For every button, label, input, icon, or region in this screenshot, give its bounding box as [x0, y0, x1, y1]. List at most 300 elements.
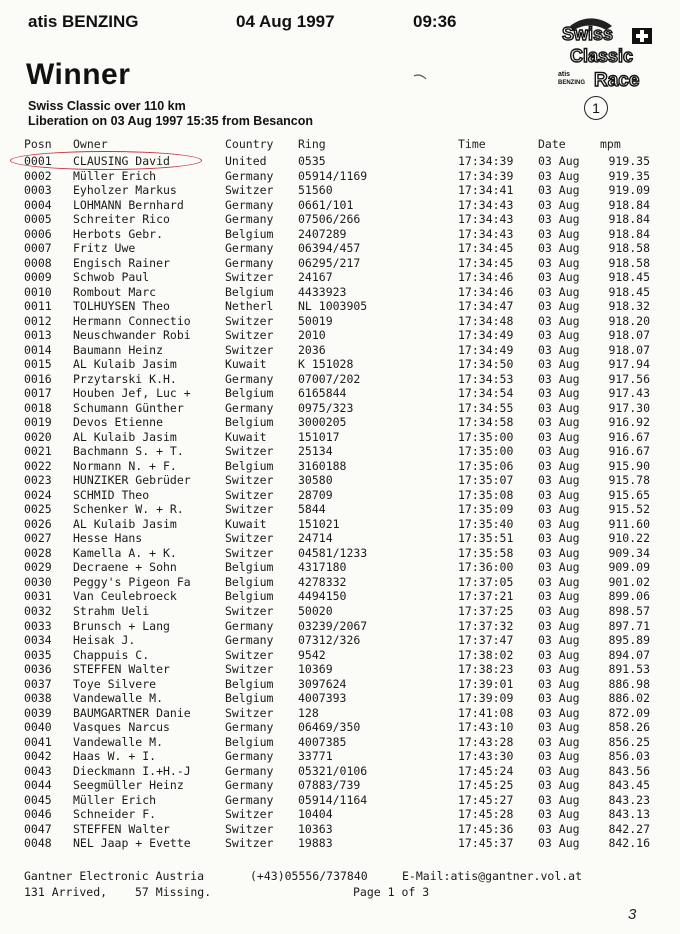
table-row — [0, 604, 680, 619]
cell-ring: 0535 — [298, 154, 326, 168]
cell-owner: Peggy's Pigeon Fa — [73, 574, 191, 589]
cell-country: Switzer — [225, 531, 274, 546]
cell-ring: 151021 — [298, 516, 340, 531]
table-row — [0, 415, 680, 430]
arrived-count: 131 Arrived, — [24, 885, 108, 899]
cell-mpm: 891.53 — [608, 662, 650, 677]
cell-ring: 30580 — [298, 473, 333, 488]
cell-posn: 0019 — [24, 415, 52, 430]
cell-time: 17:39:01 — [458, 676, 514, 691]
cell-mpm: 897.71 — [608, 618, 650, 633]
cell-date: 03 Aug — [538, 821, 580, 836]
cell-date: 03 Aug — [538, 154, 580, 168]
cell-date: 03 Aug — [538, 328, 580, 343]
table-row — [0, 372, 680, 387]
cell-country: Belgium — [225, 284, 274, 299]
cell-date: 03 Aug — [538, 212, 580, 227]
cell-country: Belgium — [225, 415, 274, 430]
cell-country: Switzer — [225, 328, 274, 343]
cell-time: 17:38:02 — [458, 647, 514, 662]
cell-time: 17:34:47 — [458, 299, 514, 314]
cell-country: Switzer — [225, 502, 274, 517]
cell-posn: 0045 — [24, 792, 52, 807]
cell-ring: K 151028 — [298, 357, 354, 372]
cell-country: Kuwait — [225, 516, 267, 531]
cell-date: 03 Aug — [538, 603, 580, 618]
cell-owner: Kamella A. + K. — [73, 545, 177, 560]
cell-mpm: 916.67 — [608, 444, 650, 459]
cell-ring: 10369 — [298, 662, 333, 677]
cell-country: Switzer — [225, 647, 274, 662]
cell-owner: Schenker W. + R. — [73, 502, 184, 517]
cell-time: 17:35:08 — [458, 487, 514, 502]
cell-posn: 0041 — [24, 734, 52, 749]
table-row — [0, 183, 680, 198]
cell-posn: 0028 — [24, 545, 52, 560]
cell-date: 03 Aug — [538, 836, 580, 851]
cell-mpm: 886.02 — [608, 691, 650, 706]
cell-time: 17:41:08 — [458, 705, 514, 720]
cell-country: Germany — [225, 749, 274, 764]
cell-date: 03 Aug — [538, 734, 580, 749]
cell-date: 03 Aug — [538, 458, 580, 473]
table-row — [0, 227, 680, 242]
cell-time: 17:35:40 — [458, 516, 514, 531]
cell-country: Germany — [225, 720, 274, 735]
table-row — [0, 169, 680, 184]
cell-time: 17:34:43 — [458, 226, 514, 241]
cell-time: 17:34:45 — [458, 241, 514, 256]
cell-ring: 24167 — [298, 270, 333, 285]
cell-date: 03 Aug — [538, 807, 580, 822]
cell-posn: 0003 — [24, 183, 52, 198]
cell-mpm: 843.56 — [608, 763, 650, 778]
cell-posn: 0033 — [24, 618, 52, 633]
cell-posn: 0038 — [24, 691, 52, 706]
cell-mpm: 915.78 — [608, 473, 650, 488]
cell-country: Belgium — [225, 560, 274, 575]
cell-owner: Baumann Heinz — [73, 342, 164, 357]
cell-posn: 0032 — [24, 603, 52, 618]
cell-ring: 50020 — [298, 603, 333, 618]
cell-mpm: 894.07 — [608, 647, 650, 662]
cell-date: 03 Aug — [538, 487, 580, 502]
cell-mpm: 843.13 — [608, 807, 650, 822]
cell-country: Belgium — [225, 574, 274, 589]
cell-ring: 9542 — [298, 647, 326, 662]
cell-owner: STEFFEN Walter — [73, 662, 170, 677]
cell-mpm: 842.16 — [608, 836, 650, 851]
cell-mpm: 918.45 — [608, 284, 650, 299]
cell-mpm: 918.32 — [608, 299, 650, 314]
cell-time: 17:35:51 — [458, 531, 514, 546]
cell-ring: 07007/202 — [298, 371, 361, 386]
cell-posn: 0022 — [24, 458, 52, 473]
table-row — [0, 459, 680, 474]
cell-owner: Vasques Narcus — [73, 720, 170, 735]
cell-ring: 4007393 — [298, 691, 347, 706]
cell-ring: 3097624 — [298, 676, 347, 691]
table-row — [0, 589, 680, 604]
table-row — [0, 706, 680, 721]
cell-country: Switzer — [225, 270, 274, 285]
cell-date: 03 Aug — [538, 502, 580, 517]
cell-time: 17:34:46 — [458, 284, 514, 299]
cell-country: Germany — [225, 400, 274, 415]
cell-date: 03 Aug — [538, 371, 580, 386]
cell-owner: Schreiter Rico — [73, 212, 170, 227]
handwritten-circled-number: 1 — [584, 96, 608, 120]
col-owner: Owner — [73, 137, 108, 151]
cell-owner: Eyholzer Markus — [73, 183, 177, 198]
cell-ring: 28709 — [298, 487, 333, 502]
cell-date: 03 Aug — [538, 183, 580, 198]
cell-mpm: 915.90 — [608, 458, 650, 473]
cell-ring: 2036 — [298, 342, 326, 357]
cell-time: 17:34:50 — [458, 357, 514, 372]
cell-ring: 4433923 — [298, 284, 347, 299]
cell-mpm: 872.09 — [608, 705, 650, 720]
cell-country: Switzer — [225, 705, 274, 720]
cell-mpm: 917.56 — [608, 371, 650, 386]
cell-ring: 151017 — [298, 429, 340, 444]
cell-mpm: 856.03 — [608, 749, 650, 764]
cell-time: 17:34:39 — [458, 168, 514, 183]
cell-owner: Vandewalle M. — [73, 691, 164, 706]
cell-ring: NL 1003905 — [298, 299, 368, 314]
cell-owner: Seegmüller Heinz — [73, 778, 184, 793]
col-country: Country — [225, 137, 274, 151]
cell-owner: Müller Erich — [73, 168, 157, 183]
cell-time: 17:34:55 — [458, 400, 514, 415]
cell-country: Switzer — [225, 444, 274, 459]
cell-ring: 4278332 — [298, 574, 347, 589]
cell-ring: 24714 — [298, 531, 333, 546]
logo-small-benzing: BENZING — [558, 80, 585, 86]
cell-time: 17:35:00 — [458, 429, 514, 444]
cell-mpm: 916.92 — [608, 415, 650, 430]
cell-date: 03 Aug — [538, 662, 580, 677]
cell-posn: 0024 — [24, 487, 52, 502]
cell-posn: 0025 — [24, 502, 52, 517]
table-row — [0, 546, 680, 561]
table-row — [0, 430, 680, 445]
cell-ring: 10404 — [298, 807, 333, 822]
cell-ring: 0661/101 — [298, 197, 354, 212]
cell-posn: 0017 — [24, 386, 52, 401]
cell-posn: 0035 — [24, 647, 52, 662]
cell-date: 03 Aug — [538, 284, 580, 299]
cell-owner: Brunsch + Lang — [73, 618, 170, 633]
results-table — [0, 154, 680, 851]
cell-ring: 07506/266 — [298, 212, 361, 227]
cell-posn: 0034 — [24, 633, 52, 648]
cell-posn: 0007 — [24, 241, 52, 256]
cell-owner: Van Ceulebroeck — [73, 589, 177, 604]
table-row — [0, 778, 680, 793]
cell-owner: HUNZIKER Gebrüder — [73, 473, 191, 488]
cell-posn: 0039 — [24, 705, 52, 720]
cell-owner: Strahm Ueli — [73, 603, 150, 618]
cell-owner: Przytarski K.H. — [73, 371, 177, 386]
cell-country: Germany — [225, 778, 274, 793]
stray-mark — [413, 74, 427, 80]
cell-ring: 05914/1164 — [298, 792, 368, 807]
cell-time: 17:45:27 — [458, 792, 514, 807]
cell-time: 17:34:43 — [458, 212, 514, 227]
swiss-classic-race-logo — [556, 16, 660, 92]
cell-date: 03 Aug — [538, 168, 580, 183]
cell-owner: Rombout Marc — [73, 284, 157, 299]
cell-country: Germany — [225, 371, 274, 386]
cell-mpm: 886.98 — [608, 676, 650, 691]
cell-ring: 06394/457 — [298, 241, 361, 256]
cell-time: 17:45:28 — [458, 807, 514, 822]
cell-posn: 0001 — [24, 154, 52, 168]
cell-ring: 50019 — [298, 313, 333, 328]
cell-date: 03 Aug — [538, 763, 580, 778]
cell-ring: 2407289 — [298, 226, 347, 241]
table-row — [0, 198, 680, 213]
cell-mpm: 918.07 — [608, 342, 650, 357]
cell-mpm: 911.60 — [608, 516, 650, 531]
col-date: Date — [538, 137, 566, 151]
cell-posn: 0015 — [24, 357, 52, 372]
cell-date: 03 Aug — [538, 299, 580, 314]
table-row — [0, 154, 680, 169]
table-row — [0, 299, 680, 314]
cell-country: Switzer — [225, 487, 274, 502]
cell-country: Switzer — [225, 836, 274, 851]
table-row — [0, 764, 680, 779]
cell-owner: NEL Jaap + Evette — [73, 836, 191, 851]
table-row — [0, 749, 680, 764]
cell-posn: 0048 — [24, 836, 52, 851]
cell-date: 03 Aug — [538, 792, 580, 807]
cell-posn: 0023 — [24, 473, 52, 488]
logo-word-classic: Classic — [570, 46, 634, 66]
cell-time: 17:34:54 — [458, 386, 514, 401]
cell-country: Kuwait — [225, 357, 267, 372]
col-time: Time — [458, 137, 486, 151]
table-row — [0, 793, 680, 808]
table-row — [0, 386, 680, 401]
cell-time: 17:39:09 — [458, 691, 514, 706]
report-date: 04 Aug 1997 — [236, 12, 335, 31]
cell-ring: 10363 — [298, 821, 333, 836]
cell-ring: 03239/2067 — [298, 618, 368, 633]
cell-country: Germany — [225, 792, 274, 807]
cell-time: 17:34:39 — [458, 154, 514, 168]
cell-mpm: 901.02 — [608, 574, 650, 589]
table-row — [0, 836, 680, 851]
cell-mpm: 842.27 — [608, 821, 650, 836]
cell-owner: Dieckmann I.+H.-J — [73, 763, 191, 778]
cell-owner: Devos Etienne — [73, 415, 164, 430]
cell-ring: 07312/326 — [298, 633, 361, 648]
cell-posn: 0006 — [24, 226, 52, 241]
cell-mpm: 910.22 — [608, 531, 650, 546]
cell-time: 17:45:24 — [458, 763, 514, 778]
cell-posn: 0008 — [24, 255, 52, 270]
cell-ring: 05321/0106 — [298, 763, 368, 778]
cell-country: Germany — [225, 197, 274, 212]
cell-posn: 0012 — [24, 313, 52, 328]
cell-posn: 0013 — [24, 328, 52, 343]
cell-date: 03 Aug — [538, 386, 580, 401]
cell-posn: 0046 — [24, 807, 52, 822]
table-row — [0, 677, 680, 692]
cell-ring: 128 — [298, 705, 319, 720]
cell-ring: 06469/350 — [298, 720, 361, 735]
col-ring: Ring — [298, 137, 326, 151]
race-description: Swiss Classic over 110 km — [28, 99, 186, 113]
cell-ring: 06295/217 — [298, 255, 361, 270]
cell-country: Belgium — [225, 691, 274, 706]
cell-owner: AL Kulaib Jasim — [73, 429, 177, 444]
table-row — [0, 720, 680, 735]
cell-country: Switzer — [225, 603, 274, 618]
cell-owner: AL Kulaib Jasim — [73, 357, 177, 372]
cell-mpm: 909.09 — [608, 560, 650, 575]
cell-time: 17:34:43 — [458, 197, 514, 212]
cell-time: 17:37:25 — [458, 603, 514, 618]
cell-date: 03 Aug — [538, 691, 580, 706]
cell-posn: 0029 — [24, 560, 52, 575]
cell-ring: 25134 — [298, 444, 333, 459]
cell-country: Germany — [225, 241, 274, 256]
table-row — [0, 256, 680, 271]
missing-count: 57 Missing. — [135, 885, 212, 899]
cell-owner: TOLHUYSEN Theo — [73, 299, 170, 314]
table-row — [0, 517, 680, 532]
liberation-info: Liberation on 03 Aug 1997 15:35 from Besancon — [28, 114, 314, 128]
cell-country: Switzer — [225, 313, 274, 328]
cell-ring: 5844 — [298, 502, 326, 517]
cell-time: 17:34:53 — [458, 371, 514, 386]
cell-owner: Bachmann S. + T. — [73, 444, 184, 459]
company-name: atis BENZING — [28, 12, 139, 31]
cell-date: 03 Aug — [538, 618, 580, 633]
cell-posn: 0027 — [24, 531, 52, 546]
cell-owner: STEFFEN Walter — [73, 821, 170, 836]
cell-date: 03 Aug — [538, 473, 580, 488]
cell-owner: Haas W. + I. — [73, 749, 157, 764]
cell-owner: Toye Silvere — [73, 676, 157, 691]
cell-mpm: 919.35 — [608, 168, 650, 183]
cell-mpm: 918.07 — [608, 328, 650, 343]
cell-time: 17:34:49 — [458, 342, 514, 357]
cell-country: Switzer — [225, 662, 274, 677]
report-time: 09:36 — [413, 12, 457, 31]
cell-country: Switzer — [225, 342, 274, 357]
cell-time: 17:34:46 — [458, 270, 514, 285]
table-row — [0, 444, 680, 459]
cell-mpm: 918.84 — [608, 226, 650, 241]
cell-owner: Vandewalle M. — [73, 734, 164, 749]
cell-ring: 4007385 — [298, 734, 347, 749]
table-row — [0, 357, 680, 372]
cell-posn: 0031 — [24, 589, 52, 604]
cell-date: 03 Aug — [538, 255, 580, 270]
cell-country: Belgium — [225, 226, 274, 241]
cell-owner: Chappuis C. — [73, 647, 150, 662]
cell-posn: 0047 — [24, 821, 52, 836]
cell-country: Germany — [225, 168, 274, 183]
cell-owner: BAUMGARTNER Danie — [73, 705, 191, 720]
table-row — [0, 560, 680, 575]
cell-country: Switzer — [225, 545, 274, 560]
cell-country: Germany — [225, 763, 274, 778]
cell-mpm: 918.58 — [608, 241, 650, 256]
cell-ring: 2010 — [298, 328, 326, 343]
table-row — [0, 502, 680, 517]
table-row — [0, 822, 680, 837]
cell-mpm: 858.26 — [608, 720, 650, 735]
cell-posn: 0043 — [24, 763, 52, 778]
table-row — [0, 285, 680, 300]
cell-date: 03 Aug — [538, 545, 580, 560]
table-row — [0, 343, 680, 358]
table-row — [0, 575, 680, 590]
table-row — [0, 241, 680, 256]
cell-posn: 0014 — [24, 342, 52, 357]
cell-date: 03 Aug — [538, 531, 580, 546]
cell-posn: 0036 — [24, 662, 52, 677]
cell-date: 03 Aug — [538, 676, 580, 691]
cell-posn: 0018 — [24, 400, 52, 415]
cell-posn: 0021 — [24, 444, 52, 459]
cell-owner: Schumann Günther — [73, 400, 184, 415]
footer-email: E-Mail:atis@gantner.vol.at — [402, 869, 583, 883]
cell-time: 17:45:36 — [458, 821, 514, 836]
cell-mpm: 895.89 — [608, 633, 650, 648]
cell-posn: 0020 — [24, 429, 52, 444]
cell-mpm: 918.20 — [608, 313, 650, 328]
cell-owner: Houben Jef, Luc + — [73, 386, 191, 401]
cell-time: 17:43:30 — [458, 749, 514, 764]
cell-time: 17:34:58 — [458, 415, 514, 430]
table-row — [0, 401, 680, 416]
cell-posn: 0002 — [24, 168, 52, 183]
cell-country: Germany — [225, 212, 274, 227]
cell-time: 17:45:25 — [458, 778, 514, 793]
table-row — [0, 270, 680, 285]
cell-owner: Schwob Paul — [73, 270, 150, 285]
cell-time: 17:45:37 — [458, 836, 514, 851]
cell-date: 03 Aug — [538, 749, 580, 764]
cell-date: 03 Aug — [538, 574, 580, 589]
cell-country: Switzer — [225, 183, 274, 198]
table-row — [0, 735, 680, 750]
cell-posn: 0010 — [24, 284, 52, 299]
cell-ring: 4494150 — [298, 589, 347, 604]
page-indicator: Page 1 of 3 — [353, 885, 430, 899]
cell-owner: Müller Erich — [73, 792, 157, 807]
cell-mpm: 917.94 — [608, 357, 650, 372]
footer-phone: (+43)05556/737840 — [250, 869, 368, 883]
footer-company: Gantner Electronic Austria — [24, 869, 205, 883]
cell-owner: Engisch Rainer — [73, 255, 170, 270]
cell-ring: 05914/1169 — [298, 168, 368, 183]
cell-ring: 04581/1233 — [298, 545, 368, 560]
table-row — [0, 488, 680, 503]
logo-word-race: Race — [594, 70, 640, 91]
cell-date: 03 Aug — [538, 313, 580, 328]
cell-ring: 3160188 — [298, 458, 347, 473]
cell-country: Switzer — [225, 807, 274, 822]
page-title: Winner — [26, 58, 131, 91]
